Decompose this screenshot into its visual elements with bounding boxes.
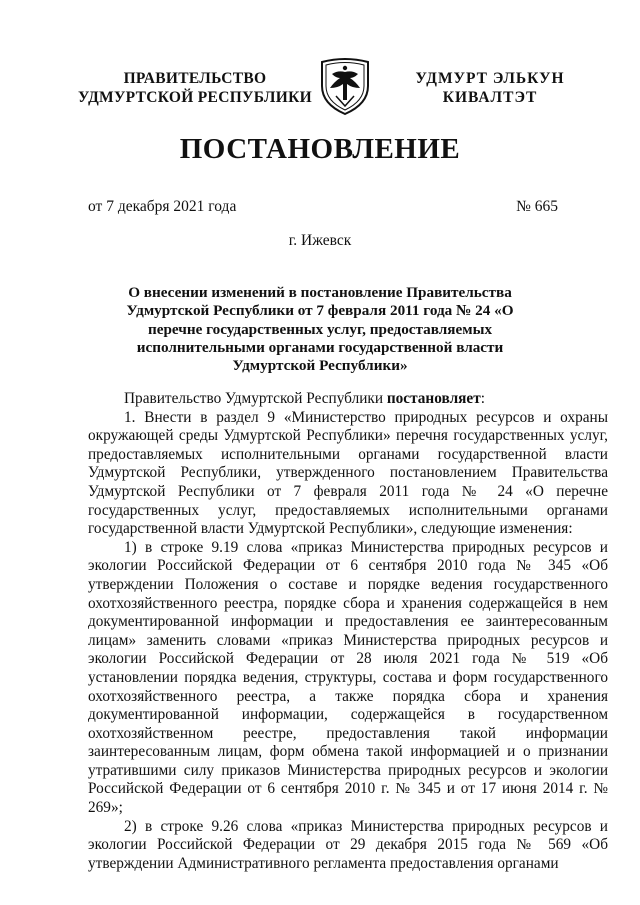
government-name-udmurt-line2: КИВАЛТЭТ (442, 89, 538, 106)
document-city: г. Ижевск (288, 232, 352, 249)
government-name-line1: ПРАВИТЕЛЬСТВО (123, 70, 267, 87)
paragraph-3: 2) в строке 9.26 слова «приказ Министерства природных ресурсов и экологии Российской Федерации от 29 декабря 2015 года № 569 «Об утверждении Административного регламента предоставления органами (88, 817, 608, 872)
government-name-udmurt (380, 69, 600, 107)
udmurt-emblem-icon (318, 56, 372, 116)
government-name-russian (70, 69, 320, 107)
document-body (88, 390, 608, 873)
intro-suffix: : (480, 390, 485, 407)
document-subject: О внесении изменений в постановление Правительства Удмуртской Республики от 7 февраля 2011 года № 24 «О перечне государственных услуг, предоставляемых исполнительными органами государственной власти Удмуртской Республики» (126, 284, 514, 375)
document-title: ПОСТАНОВЛЕНИЕ (179, 133, 461, 165)
intro-decree-word: постановляет (386, 390, 481, 407)
government-name-line2: УДМУРТСКОЙ РЕСПУБЛИКИ (77, 89, 312, 106)
paragraph-2: 1) в строке 9.19 слова «приказ Министерства природных ресурсов и экологии Российской Федерации от 6 сентября 2010 года № 345 «Об утверждении Положения о составе и порядке ведения государственного охотхозяйственного реестра, порядке сбора и хранения содержащейся в нем документированной информации и предоставления ее заинтересованным лицам» заменить словами «приказ Министерства природных ресурсов и экологии Российской Федерации от 28 июля 2021 года № 519 «Об установлении порядка ведения, структуры, состава и форм государственного охотхозяйственного реестра, а также порядка сбора и хранения документированной информации, содержащейся в государственном охотхозяйственном реестре, предоставления такой информации заинтересованным лицам, форм обмена такой информацией и о признании утратившими силу приказов Министерства природных ресурсов и экологии Российской Федерации от 6 сентября 2010 г. № 345 и от 17 июня 2014 г. № 269»; (88, 538, 608, 817)
intro-prefix: Правительство Удмуртской Республики (124, 390, 387, 407)
document-date: от 7 декабря 2021 года (88, 198, 237, 215)
document-number: № 665 (516, 198, 558, 215)
paragraph-1: 1. Внести в раздел 9 «Министерство природных ресурсов и охраны окружающей среды Удмуртской Республики» перечня государственных услуг, предоставляемых исполнительными органами государственной власти Удмуртской Республики, утвержденного постановлением Правительства Удмуртской Республики от 7 февраля 2011 года № 24 «О перечне государственных услуг, предоставляемых исполнительными органами государственной власти Удмуртской Республики», следующие изменения: (88, 408, 608, 538)
intro-paragraph (88, 390, 608, 409)
government-name-udmurt-line1: УДМУРТ ЭЛЬКУН (415, 70, 565, 87)
